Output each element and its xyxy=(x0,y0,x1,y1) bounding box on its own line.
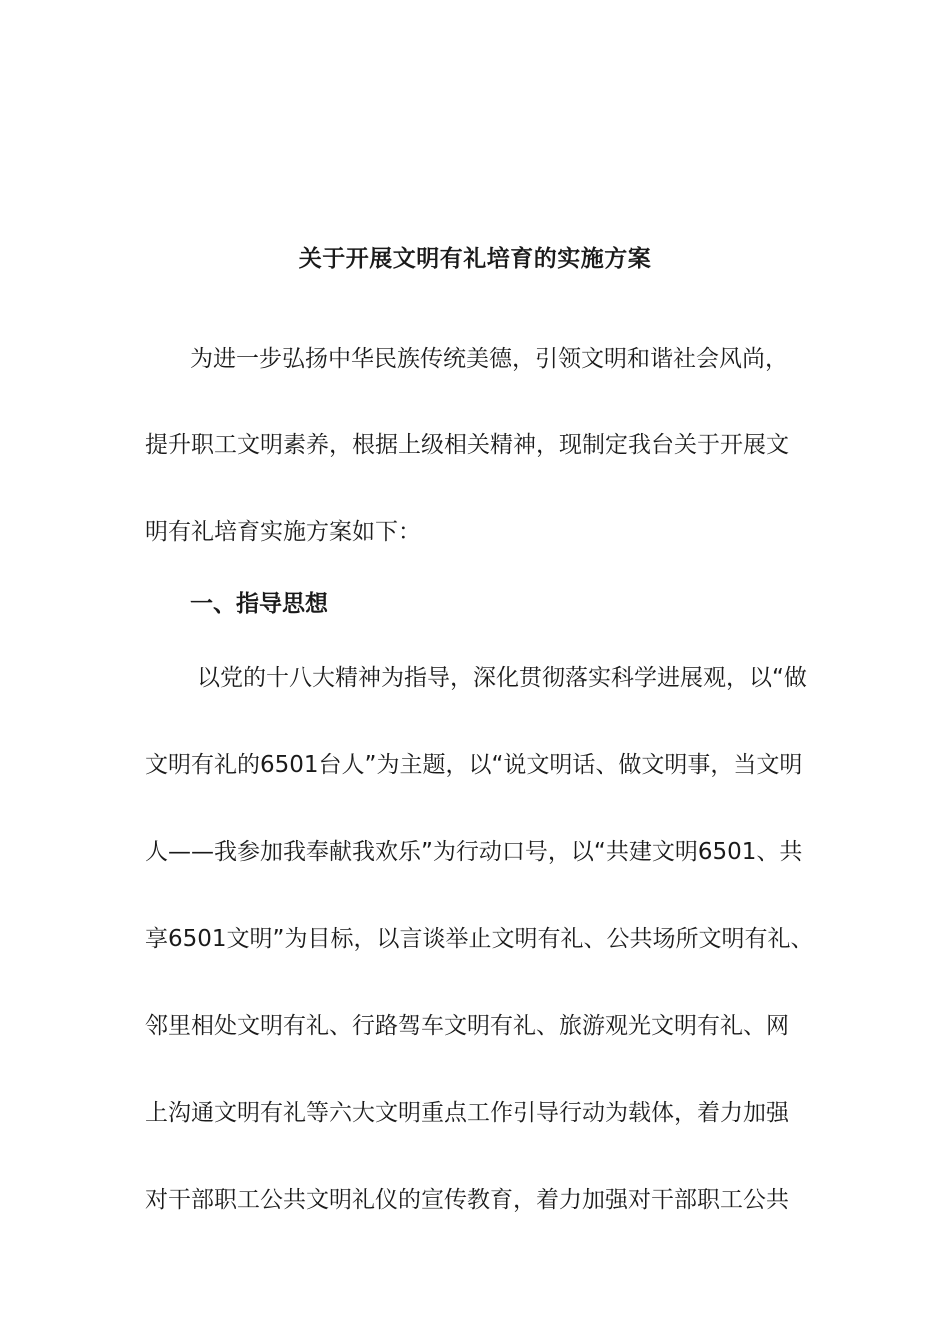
intro-line-1: 为进一步弘扬中华民族传统美德，引领文明和谐社会风尚， xyxy=(190,346,788,372)
intro-line-3: 明有礼培育实施方案如下： xyxy=(145,519,421,545)
section1-line-5: 邻里相处文明有礼、行路驾车文明有礼、旅游观光文明有礼、网 xyxy=(145,1013,789,1039)
intro-line-2: 提升职工文明素养，根据上级相关精神，现制定我台关于开展文 xyxy=(145,432,789,458)
section1-line-7: 对干部职工公共文明礼仪的宣传教育，着力加强对干部职工公共 xyxy=(145,1187,789,1213)
section1-line-3: 人——我参加我奉献我欢乐”为行动口号，以“共建文明6501、共 xyxy=(145,839,803,865)
section1-line-6: 上沟通文明有礼等六大文明重点工作引导行动为载体，着力加强 xyxy=(145,1100,789,1126)
section1-line-2: 文明有礼的6501台人”为主题，以“说文明话、做文明事，当文明 xyxy=(145,752,803,778)
section-heading-guiding-ideology: 一、指导思想 xyxy=(190,591,328,617)
section1-line-4: 享6501文明”为目标，以言谈举止文明有礼、公共场所文明有礼、 xyxy=(145,926,814,952)
section1-line-1: 以党的十八大精神为指导，深化贯彻落实科学进展观，以“做 xyxy=(197,665,807,691)
document-title: 关于开展文明有礼培育的实施方案 xyxy=(298,246,652,272)
